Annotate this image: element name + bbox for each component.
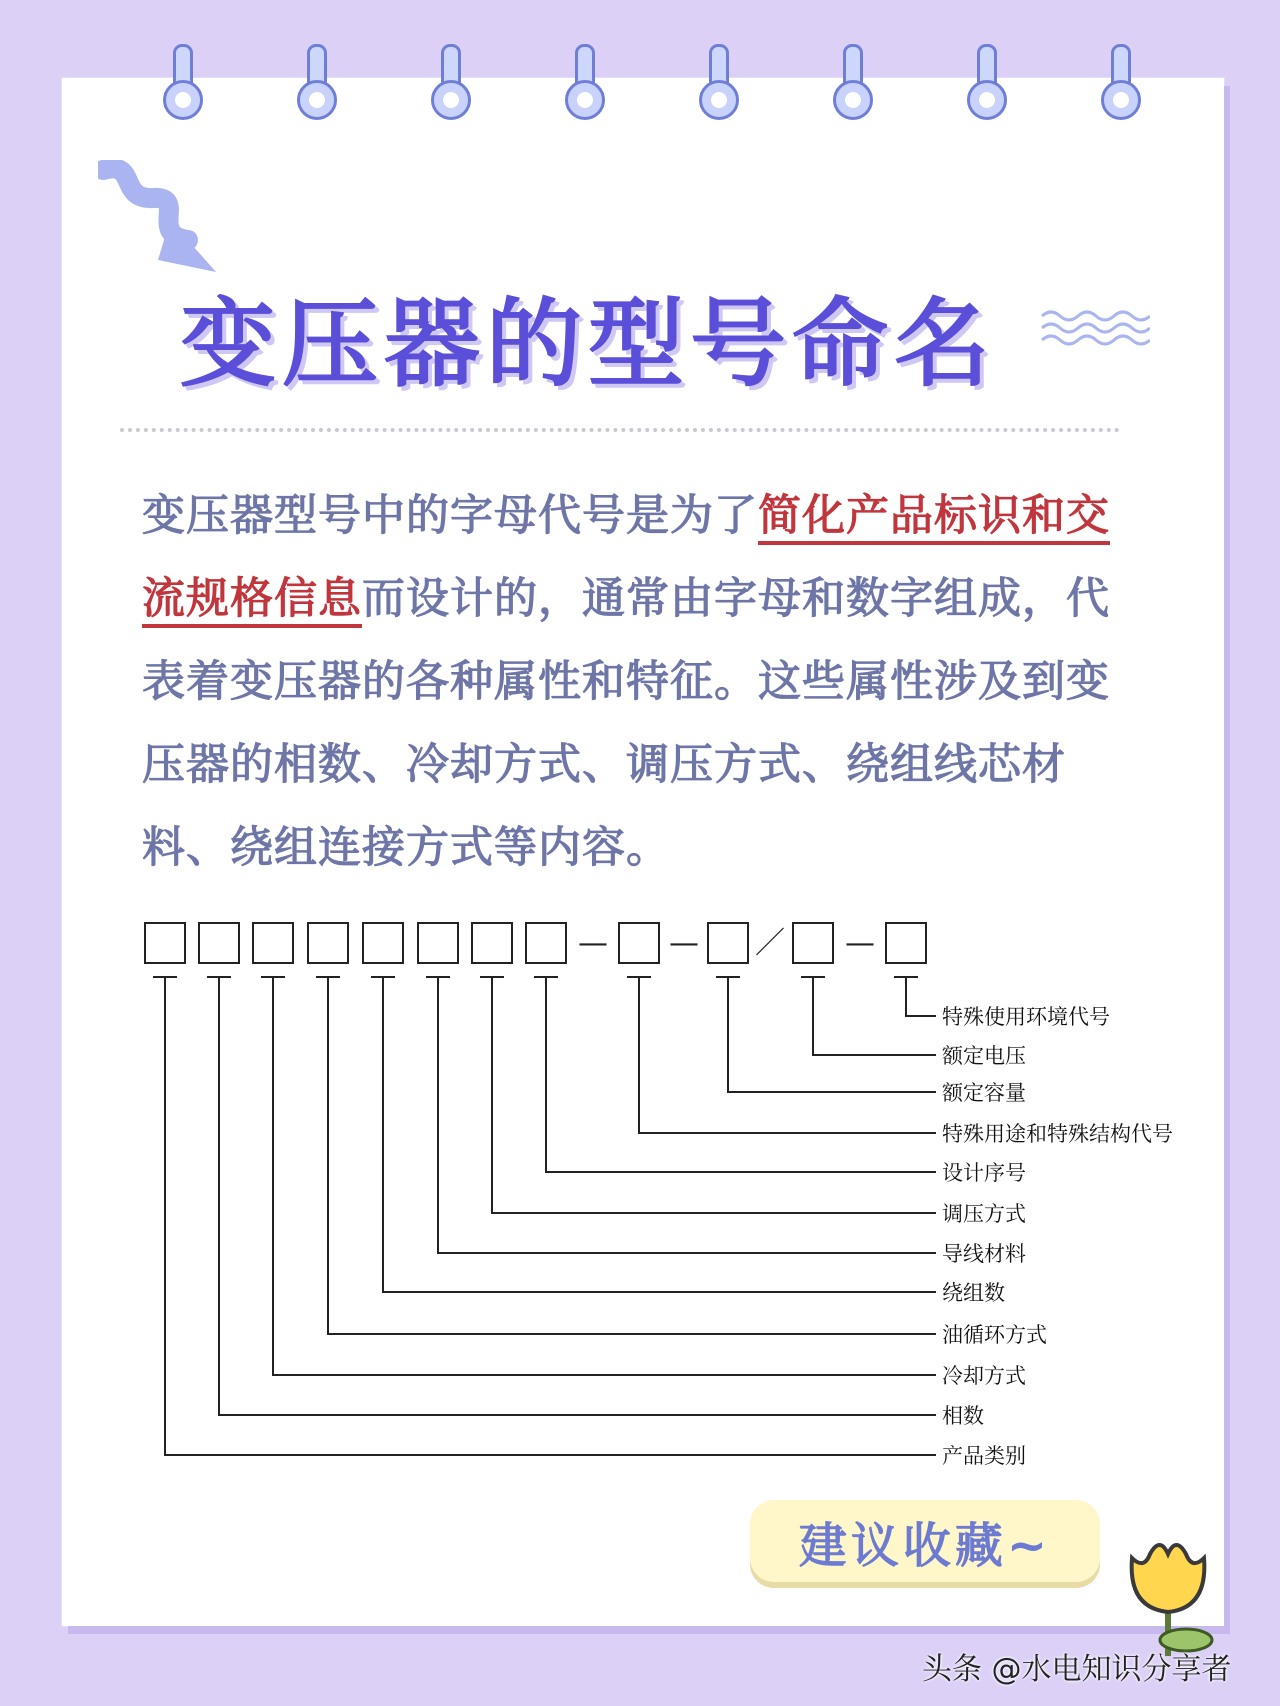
code-box — [619, 923, 659, 963]
label-voltage-regulation: 调压方式 — [942, 1202, 1026, 1226]
label-phase-count: 相数 — [942, 1404, 984, 1428]
page-title: 变压器的型号命名 — [180, 288, 996, 400]
label-rated-voltage: 额定电压 — [942, 1044, 1026, 1068]
intro-text-start: 变压器型号中的字母代号是为了 — [142, 491, 758, 541]
tulip-icon — [1118, 1528, 1218, 1658]
code-box — [253, 923, 293, 963]
label-special-use-structure: 特殊用途和特殊结构代号 — [942, 1122, 1173, 1146]
label-oil-circulation: 油循环方式 — [942, 1323, 1047, 1347]
label-conductor-material: 导线材料 — [942, 1242, 1026, 1266]
label-winding-count: 绕组数 — [942, 1281, 1005, 1305]
separator-dash: — — [669, 926, 699, 961]
separator-dash: — — [845, 926, 875, 961]
separator-dash: — — [578, 926, 608, 961]
intro-text-end: 而设计的，通常由字母和数字组成，代表着变压器的各种属性和特征。这些属性涉及到变压器的相数、冷却方式、调压方式、绕组线芯材料、绕组连接方式等内容。 — [142, 574, 1110, 873]
label-product-category: 产品类别 — [942, 1444, 1026, 1468]
separator-slash: ／ — [755, 926, 785, 961]
label-rated-capacity: 额定容量 — [942, 1081, 1026, 1105]
label-cooling-method: 冷却方式 — [942, 1364, 1026, 1388]
label-design-number: 设计序号 — [942, 1161, 1026, 1185]
intro-highlight: 简化产品标识和交流规格信息 — [142, 491, 1110, 628]
code-box — [886, 923, 926, 963]
code-box — [526, 923, 566, 963]
code-box — [145, 923, 185, 963]
code-box — [472, 923, 512, 963]
code-box — [363, 923, 403, 963]
leader-lines — [153, 977, 936, 1455]
code-box — [793, 923, 833, 963]
code-box — [199, 923, 239, 963]
bookmark-badge: 建议收藏~ — [750, 1500, 1100, 1582]
label-special-environment: 特殊使用环境代号 — [942, 1005, 1110, 1029]
code-box — [308, 923, 348, 963]
watermark: 头条 @水电知识分享者 — [922, 1652, 1232, 1687]
code-box — [418, 923, 458, 963]
code-box — [708, 923, 748, 963]
